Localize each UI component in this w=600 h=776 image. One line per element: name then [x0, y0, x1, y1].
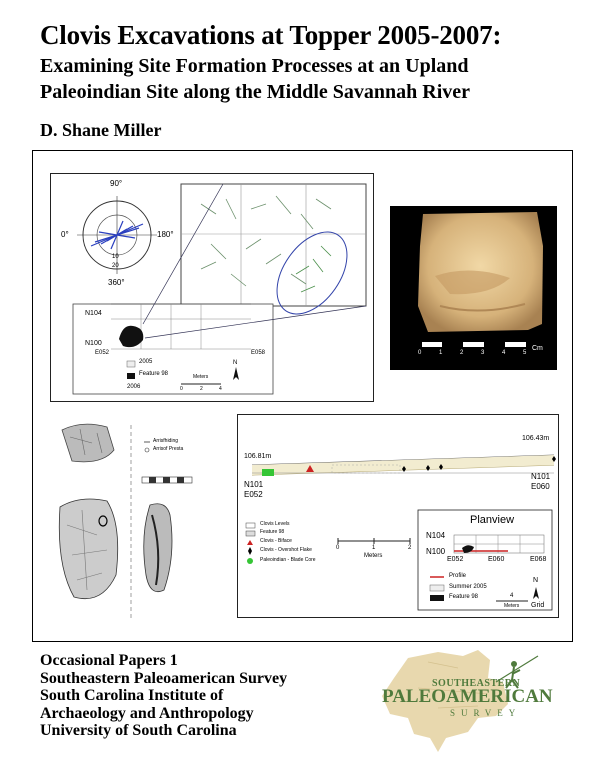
- planview-grid-label: Grid: [531, 602, 545, 609]
- planview-scale-label: Meters: [504, 603, 520, 609]
- rose-south-label: 360°: [108, 278, 125, 287]
- planview-n104: N104: [426, 531, 446, 540]
- logo-top-text: SOUTHEASTERN: [432, 678, 521, 689]
- planview-e060: E060: [488, 556, 505, 563]
- planview-north: N: [533, 577, 539, 584]
- author: D. Shane Miller: [40, 120, 162, 140]
- planview-legend-profile: Profile: [449, 573, 467, 579]
- map-scale-4: 4: [219, 386, 222, 392]
- biface-photo: [390, 206, 557, 370]
- planview-e068: E068: [530, 556, 547, 563]
- footer-line-5: University of South Carolina: [40, 722, 237, 739]
- photo-scale-3: 3: [481, 350, 485, 356]
- photo-scale-4: 4: [502, 350, 506, 356]
- footer-line-3: South Carolina Institute of: [40, 687, 224, 704]
- legend-2006: 2006: [127, 384, 141, 390]
- logo-main-text: PALEOAMERICAN: [382, 686, 553, 707]
- grid-label-n104: N104: [85, 310, 102, 317]
- profile-legend-4: Clovis - Overshot Flake: [260, 547, 312, 553]
- planview-title: Planview: [470, 514, 515, 526]
- profile-right-e: E060: [531, 482, 550, 491]
- grid-label-n100: N100: [85, 340, 102, 347]
- planview-e052: E052: [447, 556, 464, 563]
- profile-scale-0: 0: [336, 545, 340, 551]
- photo-scale-5: 5: [523, 350, 527, 356]
- profile-legend-2: Feature 98: [260, 529, 285, 535]
- profile-planview-panel: [237, 414, 559, 618]
- logo-bottom-text: SURVEY: [450, 708, 522, 718]
- planview-scale-value: 4: [510, 593, 514, 599]
- artifact-drawings: [52, 415, 232, 625]
- drawing-legend-2: Arrisof Presta: [153, 446, 184, 452]
- page-title: Clovis Excavations at Topper 2005-2007:: [40, 20, 502, 50]
- legend-feature-98: Feature 98: [139, 371, 169, 377]
- subtitle-line-1: Examining Site Formation Processes at an Upland: [40, 55, 469, 77]
- profile-scale-2: 2: [408, 545, 412, 551]
- rose-north-label: 90°: [110, 179, 123, 188]
- publication-info: [40, 652, 287, 740]
- map-north-label: N: [233, 360, 238, 366]
- rose-diagram: [51, 174, 373, 401]
- profile-right-elev: 106.43m: [522, 435, 550, 442]
- photo-scale-0: 0: [418, 350, 422, 356]
- profile-legend-3: Clovis - Biface: [260, 538, 292, 544]
- profile-scale-label: Meters: [364, 553, 383, 559]
- planview-legend-feature: Feature 98: [449, 594, 479, 600]
- profile-left-elev: 106.81m: [244, 453, 272, 460]
- grid-label-e058: E058: [251, 350, 266, 356]
- profile-right-n: N101: [531, 472, 551, 481]
- planview-n100: N100: [426, 547, 446, 556]
- rose-ring-20: 20: [112, 263, 119, 269]
- footer-line-2: Southeastern Paleoamerican Survey: [40, 669, 288, 687]
- orientation-map-panel: [50, 173, 374, 402]
- drawing-legend-1: Arrisfhiding: [153, 438, 179, 444]
- map-scale-label: Meters: [193, 374, 209, 380]
- footer-line-1: Occasional Papers 1: [40, 652, 178, 669]
- profile-left-n: N101: [244, 480, 264, 489]
- legend-2005: 2005: [139, 359, 153, 365]
- photo-scale-2: 2: [460, 350, 464, 356]
- drawing-sketches: [52, 415, 232, 625]
- profile-legend-1: Clovis Levels: [260, 521, 290, 527]
- rose-west-label: 0°: [61, 230, 69, 239]
- photo-scale-unit: Cm: [532, 345, 543, 352]
- footer-line-4: Archaeology and Anthropology: [40, 704, 254, 722]
- profile-scale-1: 1: [372, 545, 376, 551]
- planview-legend-summer: Summer 2005: [449, 584, 487, 590]
- map-scale-0: 0: [180, 386, 183, 392]
- photo-scale-1: 1: [439, 350, 443, 356]
- rose-ring-10: 10: [112, 254, 119, 260]
- profile-legend-5: Paleoindian - Blade Core: [260, 557, 316, 563]
- map-scale-2: 2: [200, 386, 203, 392]
- subtitle-line-2: Paleoindian Site along the Middle Savannah River: [40, 81, 471, 103]
- paleoamerican-survey-logo: [368, 648, 568, 754]
- grid-label-e052: E052: [95, 350, 110, 356]
- profile-left-e: E052: [244, 490, 263, 499]
- rose-east-label: 180°: [157, 230, 174, 239]
